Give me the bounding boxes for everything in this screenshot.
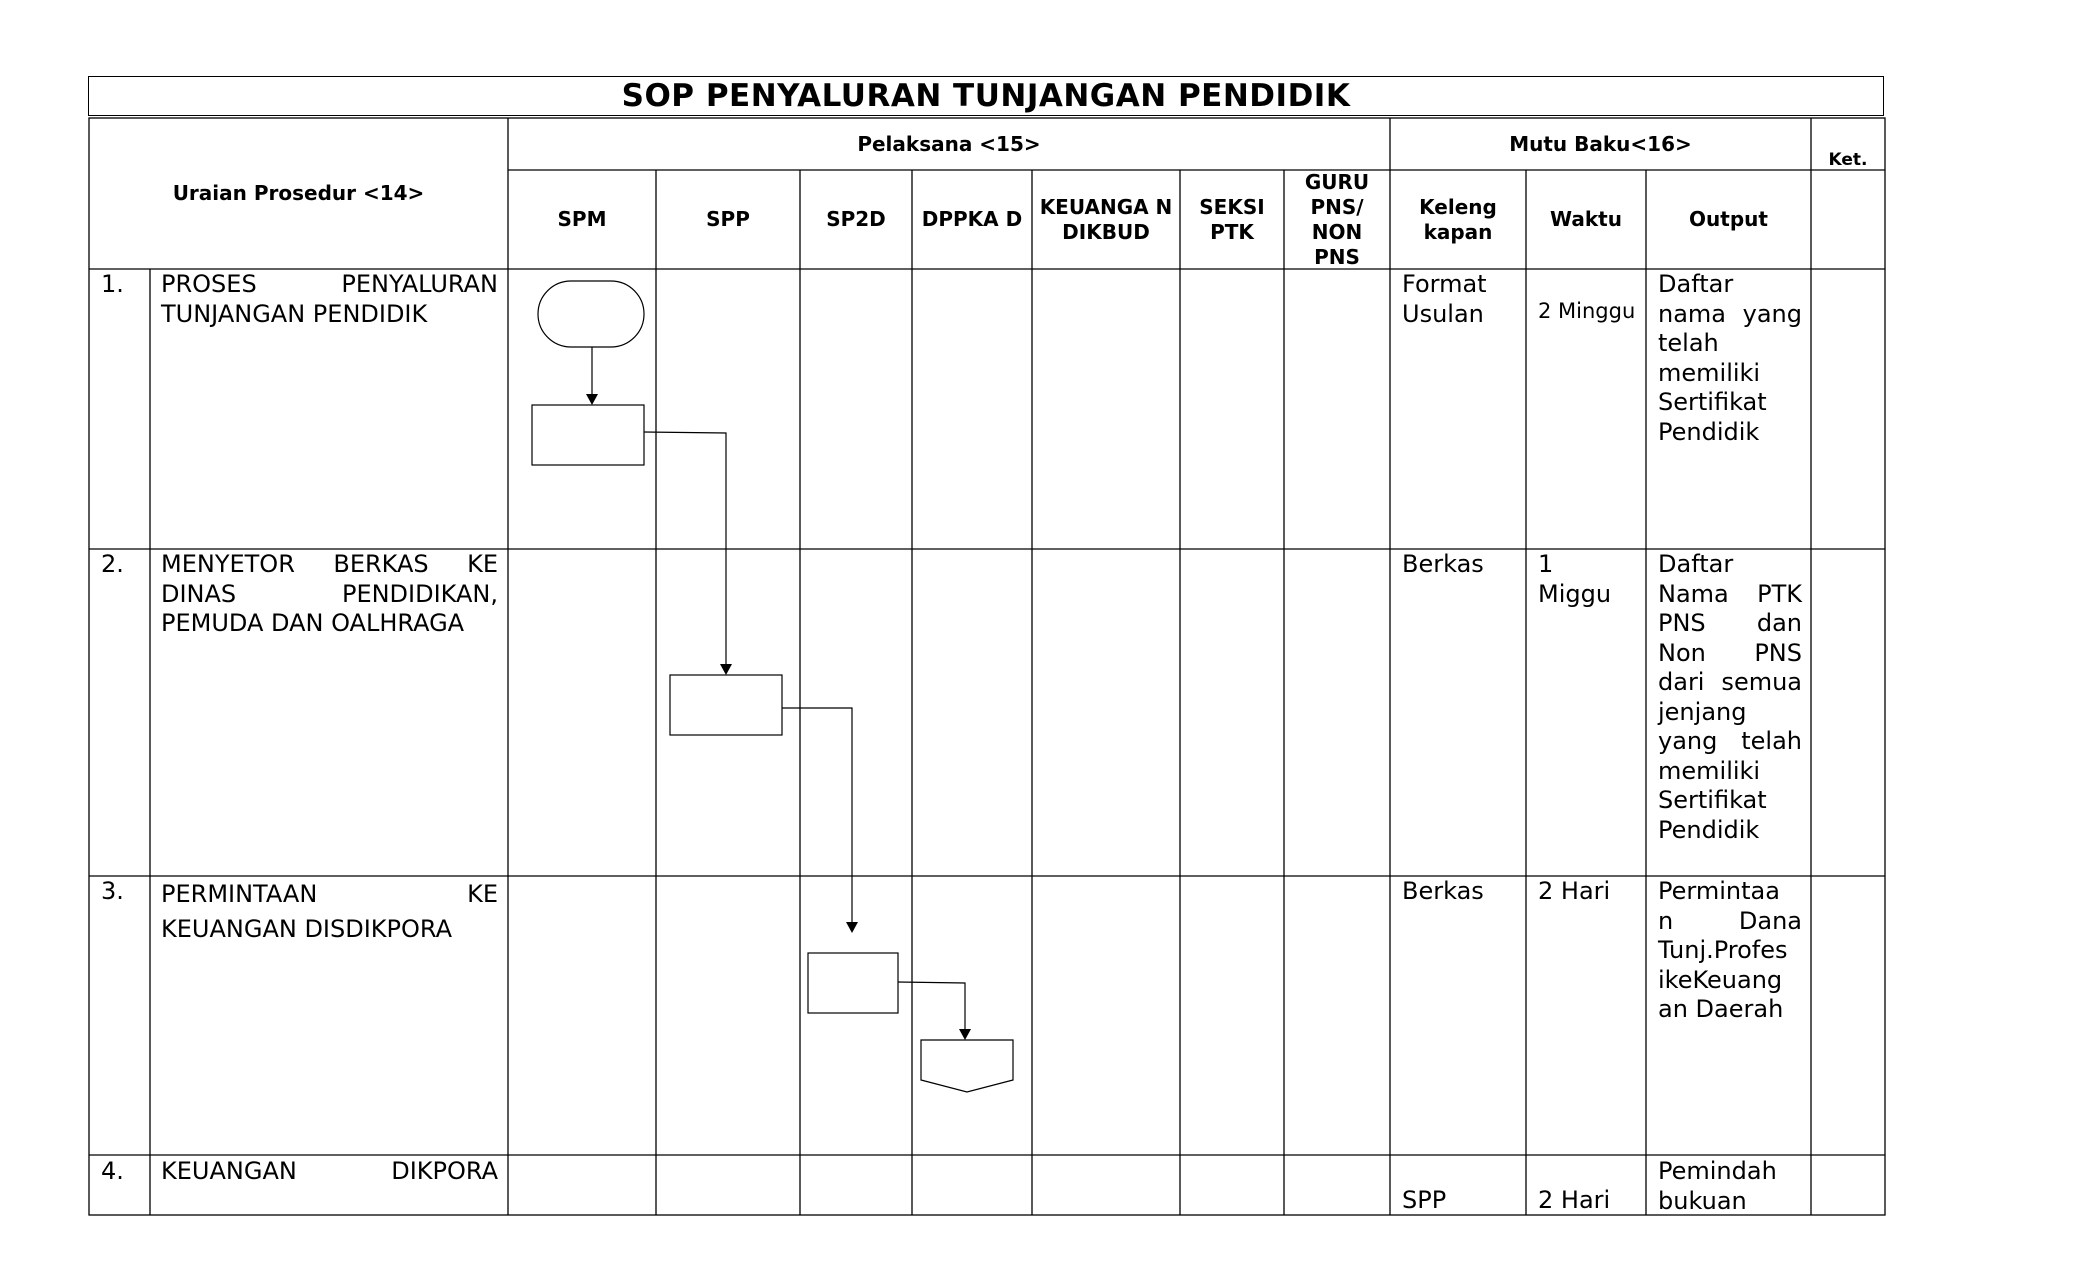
header-keuangan-dikbud: KEUANGA N DIKBUD [1039, 194, 1173, 244]
row-kelengkapan: Format Usulan [1402, 270, 1487, 328]
flow-offpage-connector [921, 1040, 1013, 1092]
header-guru: GURU PNS/ NON PNS [1304, 169, 1370, 269]
row-output: Permintaa n Dana Tunj.Profes ikeKeuang an Daerah [1658, 877, 1802, 1023]
flowchart [532, 281, 1013, 1092]
header-seksi-ptk: SEKSI PTK [1199, 194, 1265, 244]
row-uraian: PROSES PENYALURAN TUNJANGAN PENDIDIK [161, 270, 498, 328]
header-spm: SPM [557, 207, 607, 231]
row-number: 1. [101, 270, 124, 298]
row-uraian: MENYETOR BERKAS KE DINAS PENDIDIKAN, PEMUDA DAN OALHRAGA [161, 550, 498, 637]
row-waktu: 2 Hari [1538, 1186, 1611, 1214]
header-sp2d: SP2D [826, 207, 886, 231]
row-number: 3. [101, 877, 124, 905]
header-kelengkapan: Keleng kapan [1419, 194, 1497, 244]
flow-process-sp2d [808, 953, 898, 1013]
row-output: Daftar nama yang telah memiliki Sertifikat Pendidik [1658, 270, 1802, 446]
row-number: 4. [101, 1157, 124, 1185]
header-ket: Ket. [1828, 149, 1868, 170]
header-spp: SPP [706, 207, 750, 231]
row-kelengkapan: SPP [1402, 1186, 1447, 1214]
row-output: Pemindah bukuan [1658, 1157, 1777, 1215]
header-mutu-baku: Mutu Baku<16> [1509, 131, 1692, 156]
row-number: 2. [101, 550, 124, 578]
row-kelengkapan: Berkas [1402, 550, 1484, 578]
row-waktu: 2 Minggu [1538, 299, 1636, 323]
header-dppkad: DPPKA D [921, 207, 1023, 231]
flow-start-terminator [538, 281, 644, 347]
flow-process-spp [670, 675, 782, 735]
row-uraian: PERMINTAAN KE KEUANGAN DISDIKPORA [161, 880, 498, 943]
row-output: Daftar Nama PTK PNS dan Non PNS dari semua jenjang yang telah memiliki Sertifikat Pendidik [1658, 550, 1802, 844]
row-waktu: 2 Hari [1538, 877, 1611, 905]
row-waktu: 1 Miggu [1538, 550, 1612, 608]
document-title: SOP PENYALURAN TUNJANGAN PENDIDIK [88, 76, 1884, 116]
header-waktu: Waktu [1550, 207, 1622, 231]
flow-process-spm [532, 405, 644, 465]
header-uraian-prosedur: Uraian Prosedur <14> [172, 181, 425, 205]
header-output: Output [1689, 207, 1768, 231]
row-kelengkapan: Berkas [1402, 877, 1484, 905]
header-pelaksana: Pelaksana <15> [857, 131, 1041, 156]
row-uraian: KEUANGAN DIKPORA [161, 1157, 498, 1185]
